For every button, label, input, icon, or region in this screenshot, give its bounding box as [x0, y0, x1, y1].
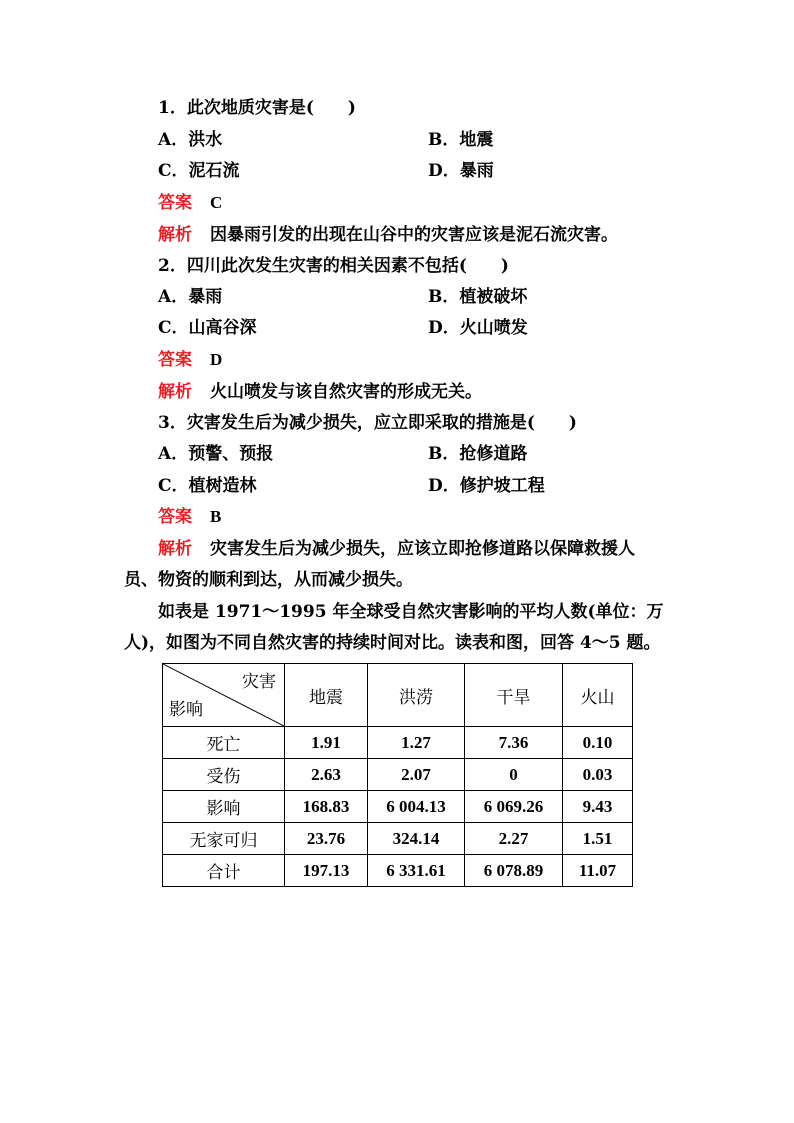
corner-label-impact: 影响	[169, 700, 203, 720]
table-cell: 6 069.26	[465, 791, 563, 823]
intro-line-1: 如表是 1971～1995 年全球受自然灾害影响的平均人数(单位：万	[158, 602, 664, 622]
row-label: 死亡	[163, 727, 285, 759]
table-cell: 0.10	[563, 727, 633, 759]
table-cell: 7.36	[465, 727, 563, 759]
row-label: 影响	[163, 791, 285, 823]
table-cell: 23.76	[285, 823, 368, 855]
table-cell: 6 331.61	[368, 855, 465, 887]
table-cell: 2.27	[465, 823, 563, 855]
table-cell: 168.83	[285, 791, 368, 823]
question-1-options-row-2	[0, 160, 794, 182]
question-3-option-c: C．植树造林	[158, 476, 257, 496]
analysis-text: 因暴雨引发的出现在山谷中的灾害应该是泥石流灾害。	[210, 225, 618, 245]
table-cell: 1.27	[368, 727, 465, 759]
table-cell: 1.51	[563, 823, 633, 855]
table-cell: 6 004.13	[368, 791, 465, 823]
row-label: 无家可归	[163, 823, 285, 855]
table-cell: 11.07	[563, 855, 633, 887]
question-2-answer	[158, 349, 222, 371]
question-2-option-d: D．火山喷发	[428, 318, 528, 338]
table-row	[163, 791, 633, 823]
question-3-option-b: B．抢修道路	[428, 444, 528, 464]
intro-line-2: 人)，如图为不同自然灾害的持续时间对比。读表和图，回答 4～5 题。	[124, 633, 661, 653]
question-2-analysis	[158, 381, 482, 403]
disaster-impact-table	[162, 663, 633, 887]
table-cell: 1.91	[285, 727, 368, 759]
table-cell: 2.07	[368, 759, 465, 791]
table-cell: 0	[465, 759, 563, 791]
table-header-row	[163, 664, 633, 727]
question-2-option-c: C．山高谷深	[158, 318, 257, 338]
question-1-analysis	[158, 224, 618, 246]
answer-tag: 答案	[158, 350, 192, 370]
analysis-tag: 解析	[158, 539, 192, 559]
row-label: 合计	[163, 855, 285, 887]
column-header: 火山	[563, 664, 633, 727]
table-cell: 0.03	[563, 759, 633, 791]
table-row	[163, 855, 633, 887]
question-2-option-a: A．暴雨	[158, 287, 223, 307]
analysis-tag: 解析	[158, 382, 192, 402]
question-2-options-row-2	[0, 317, 794, 339]
answer-tag: 答案	[158, 193, 192, 213]
row-label: 受伤	[163, 759, 285, 791]
question-1-option-b: B．地震	[428, 130, 494, 150]
analysis-text: 灾害发生后为减少损失，应该立即抢修道路以保障救援人	[210, 539, 635, 559]
question-1-option-c: C．泥石流	[158, 161, 240, 181]
table-row	[163, 759, 633, 791]
question-3-stem: 3．灾害发生后为减少损失，应立即采取的措施是( )	[158, 413, 577, 433]
table-cell: 197.13	[285, 855, 368, 887]
question-3-analysis-line-1	[158, 538, 635, 560]
table-cell: 9.43	[563, 791, 633, 823]
question-1-option-a: A．洪水	[158, 130, 223, 150]
table-row	[163, 823, 633, 855]
question-1-options-row-1	[0, 129, 794, 151]
table-corner-cell	[163, 664, 285, 727]
answer-value: C	[210, 193, 223, 212]
corner-label-disaster: 灾害	[242, 672, 276, 692]
question-3-options-row-2	[0, 475, 794, 497]
question-3-option-a: A．预警、预报	[158, 444, 274, 464]
column-header: 洪涝	[368, 664, 465, 727]
column-header: 干旱	[465, 664, 563, 727]
question-3-option-d: D．修护坡工程	[428, 476, 545, 496]
table-cell: 2.63	[285, 759, 368, 791]
table-cell: 324.14	[368, 823, 465, 855]
answer-tag: 答案	[158, 507, 192, 527]
analysis-text: 火山喷发与该自然灾害的形成无关。	[210, 382, 482, 402]
answer-value: B	[210, 507, 222, 526]
question-3-options-row-1	[0, 443, 794, 465]
answer-value: D	[210, 350, 223, 369]
table-row	[163, 727, 633, 759]
question-1-stem: 1．此次地质灾害是( )	[158, 98, 356, 118]
column-header: 地震	[285, 664, 368, 727]
analysis-tag: 解析	[158, 225, 192, 245]
question-2-options-row-1	[0, 286, 794, 308]
question-3-answer	[158, 506, 221, 528]
question-1-option-d: D．暴雨	[428, 161, 494, 181]
question-1-answer	[158, 192, 222, 214]
question-2-stem: 2．四川此次发生灾害的相关因素不包括( )	[158, 256, 509, 276]
question-2-option-b: B．植被破坏	[428, 287, 528, 307]
question-3-analysis-line-2: 员、物资的顺利到达，从而减少损失。	[124, 570, 413, 590]
table-cell: 6 078.89	[465, 855, 563, 887]
